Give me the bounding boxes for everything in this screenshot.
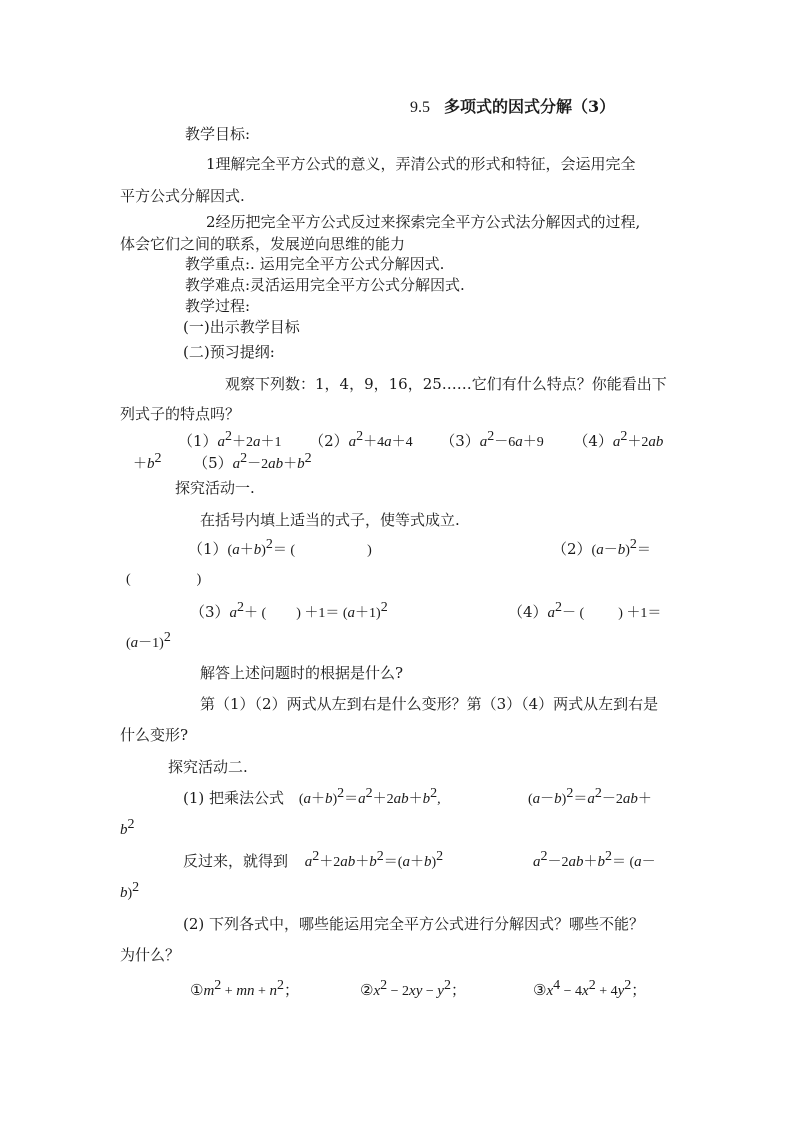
reverse-prefix: 反过来，就得到 — [183, 852, 289, 870]
expr-label: （2） — [309, 432, 349, 450]
step-two: (二)预习提纲: — [183, 343, 275, 361]
formula-minus: $(a-b)^2=a^2-2ab+$ — [528, 786, 652, 807]
process-heading: 教学过程: — [185, 297, 251, 315]
formula-minus-tail: $b^2$ — [120, 817, 135, 838]
observe-line-1: 观察下列数：1，4，9，16，25……它们有什么特点？你能看出下 — [225, 375, 667, 393]
objective-2-line-1: 2经历把完全平方公式反过来探索完全平方公式法分解因式的过程, — [206, 213, 641, 231]
exercise-label: （2） — [552, 540, 592, 558]
marker-1: ① — [190, 981, 204, 999]
activity-one-instruction: 在括号内填上适当的式子，使等式成立. — [200, 511, 460, 529]
page-title — [410, 98, 615, 117]
reverse-formula-minus-tail: b)$^2$ — [120, 880, 140, 901]
question-transform-line-1: 第（1）（2）两式从左到右是什么变形？第（3）（4）两式从左到右是 — [200, 695, 659, 713]
marker-3: ③ — [533, 981, 547, 999]
exercise-label: （3） — [190, 603, 230, 621]
expr-label: （4） — [573, 432, 613, 450]
reverse-formula-minus: $a^2-2ab+b^2= (a-$ — [533, 849, 656, 870]
objective-1-line-1: 1理解完全平方公式的意义，弄清公式的形式和特征，会运用完全 — [206, 155, 636, 173]
separator: ； — [450, 981, 466, 999]
question-basis: 解答上述问题时的根据是什么? — [200, 664, 404, 682]
part-two-line-2: 为什么？ — [120, 946, 181, 964]
expression-list-row-1: $(1)a^2+2a+1$ $(2)a^2+4a+4$ $(3)a^2-6a+9$ $(4)a^2+2ab$ — [178, 429, 664, 450]
objective-2-line-2: 体会它们之间的联系，发展逆向思维的能力 — [120, 235, 406, 253]
observe-line-2: 列式子的特点吗？ — [120, 405, 241, 423]
section-number: 9.5 — [410, 99, 430, 116]
key-point: 教学重点:. 运用完全平方公式分解因式. — [185, 255, 445, 273]
objectives-heading: 教学目标: — [185, 125, 251, 143]
activity-two-heading: 探究活动二. — [168, 758, 248, 776]
candidate-expression-1: $①m^2$ + mn + $n^2$； — [190, 978, 299, 999]
exercise-1: $(1)(a+b)^2=$ ( ) — [188, 537, 372, 558]
objective-1-line-2: 平方公式分解因式. — [120, 187, 245, 205]
exercise-label: （4） — [508, 603, 548, 621]
expression-list-row-2: $+b^2$ $(5)a^2-2ab+b^2$ — [133, 451, 312, 472]
difficulty: 教学难点:灵活运用完全平方公式分解因式. — [185, 276, 465, 294]
part-one-prefix: (1) 把乘法公式 — [183, 789, 285, 807]
candidate-expression-3: $③x^4 - 4x^2 + 4y^2$； — [533, 978, 647, 999]
separator: ； — [283, 981, 299, 999]
exercise-2-blank: ( ) — [126, 572, 202, 587]
exercise-label: （1） — [188, 540, 228, 558]
title-text: 多项式的因式分解（3） — [444, 97, 616, 116]
question-transform-line-2: 什么变形? — [120, 726, 189, 744]
candidate-expression-2: $②x^2 - 2xy - y^2$； — [360, 978, 466, 999]
exercise-2: $(2)(a-b)^2=$ — [552, 537, 651, 558]
exercise-4: $(4)a^2-$ ( ) ＋1＝ — [508, 600, 662, 621]
separator: ； — [631, 981, 647, 999]
expr-label: （1） — [178, 432, 218, 450]
multiplication-formulas: (1) 把乘法公式 $(a+b)^2=a^2+2ab+b^2$, — [183, 786, 441, 807]
step-one: (一)出示教学目标 — [183, 318, 300, 336]
activity-one-heading: 探究活动一. — [175, 479, 255, 497]
exercise-4-rhs: $(a-1)^2$ — [126, 630, 171, 651]
expr-label: （5） — [193, 454, 233, 472]
part-two-line-1: (2) 下列各式中，哪些能运用完全平方公式进行分解因式？哪些不能？ — [183, 915, 645, 933]
marker-2: ② — [360, 981, 374, 999]
exercise-3: $(3)a^2+$ ( ) $+1= (a+1)^2$ — [190, 600, 388, 621]
expr-label: （3） — [440, 432, 480, 450]
reverse-formulas: 反过来，就得到 $a^2+2ab+b^2=(a+b)^2$ — [183, 849, 444, 870]
